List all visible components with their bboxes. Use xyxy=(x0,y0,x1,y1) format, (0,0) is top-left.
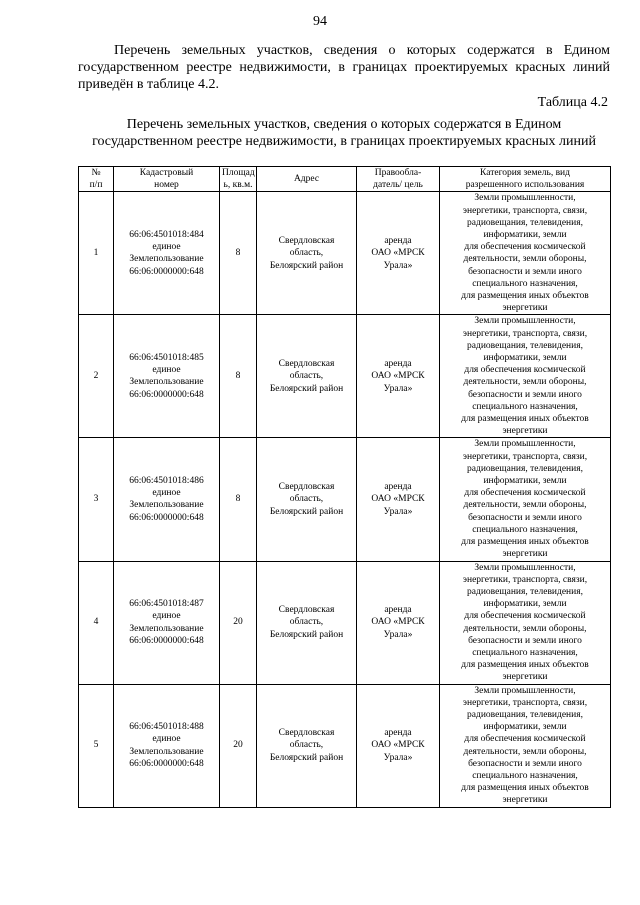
table-row xyxy=(79,438,611,561)
intro-paragraph: Перечень земельных участков, сведения о которых содержатся в Едином государственном реестре недвижимости, в границах проектируемых красных линий приведён в таблице 4.2. xyxy=(78,43,610,92)
cell-num: 2 xyxy=(79,315,114,438)
header-category: Категория земель, вид разрешенного использования xyxy=(440,167,611,192)
cell-cadastral: 66:06:4501018:484 единое Землепользование 66:06:0000000:648 xyxy=(114,192,220,315)
cell-right-holder: аренда ОАО «МРСК Урала» xyxy=(357,684,440,807)
land-plots-table xyxy=(78,166,611,808)
header-cadastral: Кадастровый номер xyxy=(114,167,220,192)
header-area: Площад ь, кв.м. xyxy=(220,167,257,192)
cell-cadastral: 66:06:4501018:487 единое Землепользование 66:06:0000000:648 xyxy=(114,561,220,684)
cell-category: Земли промышленности, энергетики, транспорта, связи, радиовещания, телевидения, информатики, земли для обеспечения космической деятельности, земли обороны, безопасности и земли иного специального назначения, для размещения иных объектов энергетики xyxy=(440,438,611,561)
cell-num: 4 xyxy=(79,561,114,684)
cell-address: Свердловская область, Белоярский район xyxy=(257,438,357,561)
cell-address: Свердловская область, Белоярский район xyxy=(257,192,357,315)
header-address: Адрес xyxy=(257,167,357,192)
page-number: 94 xyxy=(313,14,327,29)
table-row xyxy=(79,684,611,807)
table-label: Таблица 4.2 xyxy=(537,95,608,110)
cell-category: Земли промышленности, энергетики, транспорта, связи, радиовещания, телевидения, информатики, земли для обеспечения космической деятельности, земли обороны, безопасности и земли иного специального назначения, для размещения иных объектов энергетики xyxy=(440,561,611,684)
table-row xyxy=(79,315,611,438)
cell-area: 20 xyxy=(220,684,257,807)
cell-right-holder: аренда ОАО «МРСК Урала» xyxy=(357,438,440,561)
cell-area: 8 xyxy=(220,192,257,315)
header-num: № п/п xyxy=(79,167,114,192)
cell-address: Свердловская область, Белоярский район xyxy=(257,684,357,807)
cell-right-holder: аренда ОАО «МРСК Урала» xyxy=(357,315,440,438)
table-row xyxy=(79,561,611,684)
cell-num: 1 xyxy=(79,192,114,315)
cell-right-holder: аренда ОАО «МРСК Урала» xyxy=(357,561,440,684)
cell-address: Свердловская область, Белоярский район xyxy=(257,315,357,438)
cell-address: Свердловская область, Белоярский район xyxy=(257,561,357,684)
cell-right-holder: аренда ОАО «МРСК Урала» xyxy=(357,192,440,315)
cell-num: 3 xyxy=(79,438,114,561)
cell-area: 20 xyxy=(220,561,257,684)
cell-cadastral: 66:06:4501018:486 единое Землепользование 66:06:0000000:648 xyxy=(114,438,220,561)
cell-category: Земли промышленности, энергетики, транспорта, связи, радиовещания, телевидения, информатики, земли для обеспечения космической деятельности, земли обороны, безопасности и земли иного специального назначения, для размещения иных объектов энергетики xyxy=(440,684,611,807)
table-row xyxy=(79,192,611,315)
cell-area: 8 xyxy=(220,315,257,438)
cell-num: 5 xyxy=(79,684,114,807)
cell-area: 8 xyxy=(220,438,257,561)
cell-category: Земли промышленности, энергетики, транспорта, связи, радиовещания, телевидения, информатики, земли для обеспечения космической деятельности, земли обороны, безопасности и земли иного специального назначения, для размещения иных объектов энергетики xyxy=(440,192,611,315)
cell-category: Земли промышленности, энергетики, транспорта, связи, радиовещания, телевидения, информатики, земли для обеспечения космической деятельности, земли обороны, безопасности и земли иного специального назначения, для размещения иных объектов энергетики xyxy=(440,315,611,438)
table-title: Перечень земельных участков, сведения о которых содержатся в Едином государственном реестре недвижимости, в границах проектируемых красных линий xyxy=(92,117,596,149)
cell-cadastral: 66:06:4501018:485 единое Землепользование 66:06:0000000:648 xyxy=(114,315,220,438)
header-right-holder: Правообла- датель/ цель xyxy=(357,167,440,192)
table-header-row xyxy=(79,167,611,192)
cell-cadastral: 66:06:4501018:488 единое Землепользование 66:06:0000000:648 xyxy=(114,684,220,807)
